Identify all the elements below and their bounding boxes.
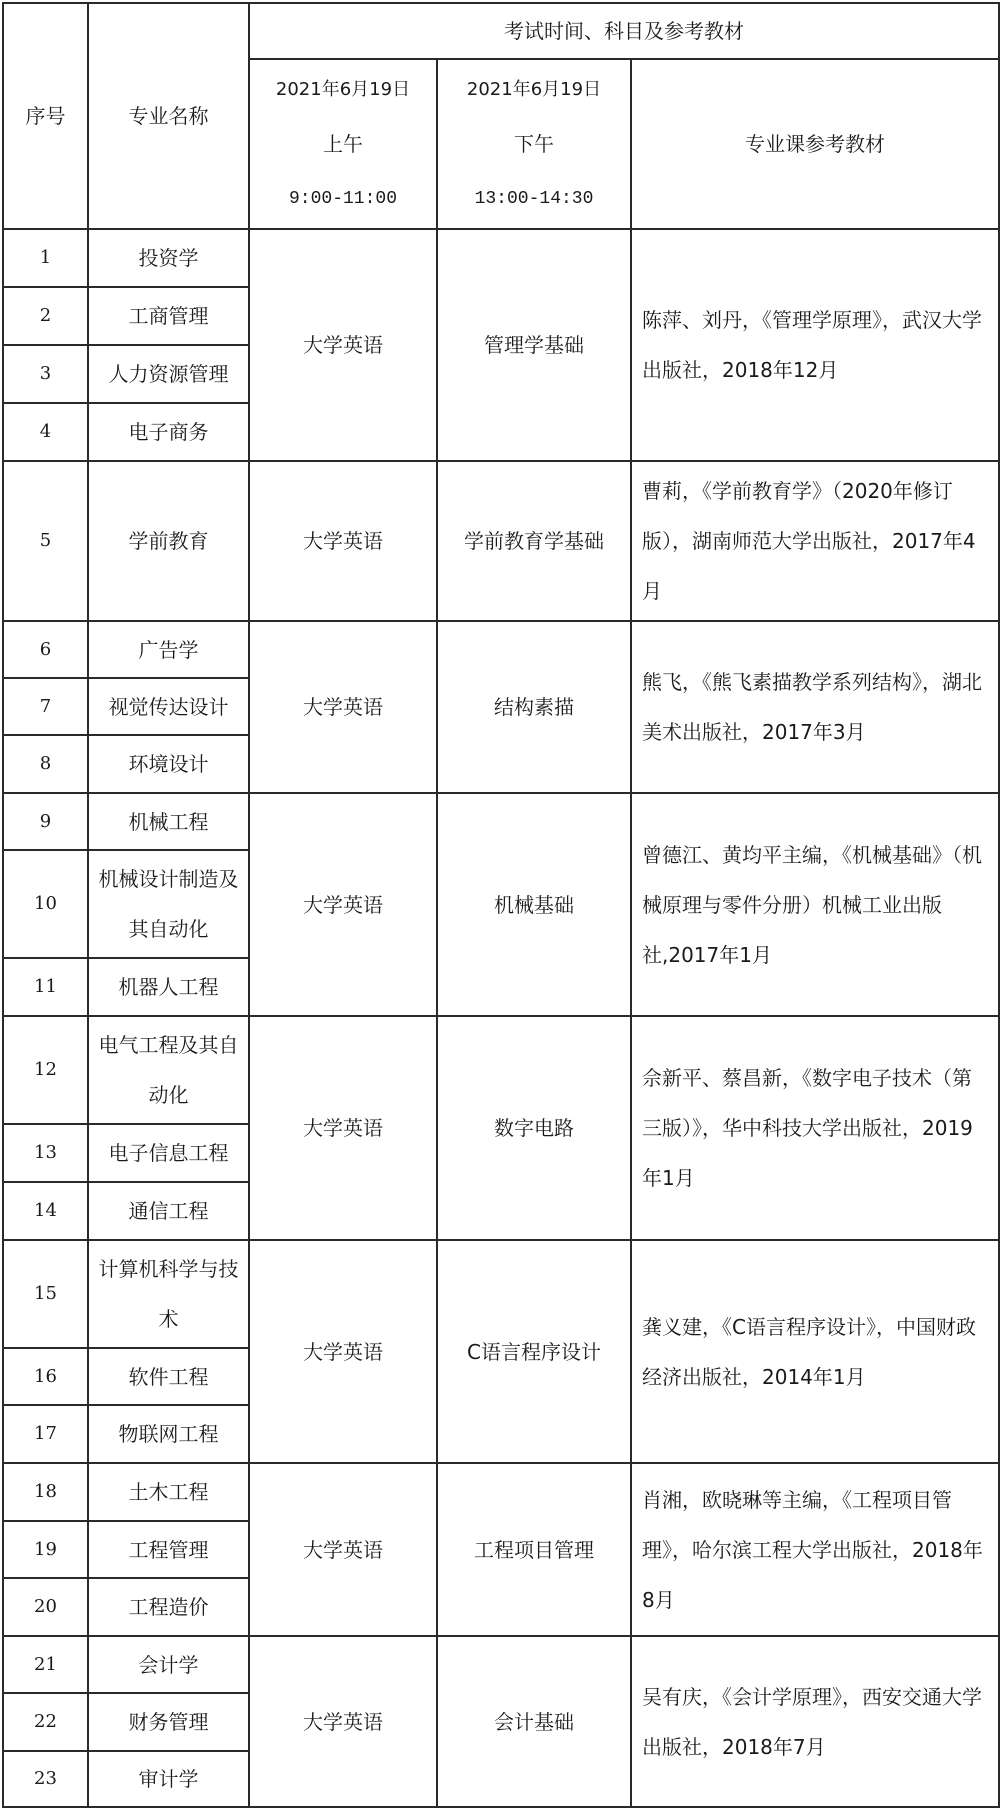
- row-index: 4: [3, 403, 88, 461]
- row-index: 3: [3, 345, 88, 403]
- major-name: 财务管理: [88, 1693, 249, 1751]
- major-name: 审计学: [88, 1751, 249, 1807]
- morning-subject: 大学英语: [249, 229, 437, 461]
- header-major-name: 专业名称: [88, 3, 249, 229]
- textbook: 曾德江、黄均平主编，《机械基础》（机械原理与零件分册）机械工业出版社,2017年1月: [631, 793, 999, 1016]
- major-name: 机械工程: [88, 793, 249, 850]
- major-name: 广告学: [88, 621, 249, 678]
- row-index: 14: [3, 1182, 88, 1240]
- morning-subject: 大学英语: [249, 1240, 437, 1463]
- row-index: 18: [3, 1463, 88, 1521]
- major-name: 工商管理: [88, 287, 249, 345]
- major-name: 投资学: [88, 229, 249, 287]
- row-index: 8: [3, 735, 88, 793]
- row-index: 17: [3, 1405, 88, 1463]
- row-index: 11: [3, 958, 88, 1016]
- major-name: 电子商务: [88, 403, 249, 461]
- row-index: 22: [3, 1693, 88, 1751]
- header-textbook: 专业课参考教材: [631, 59, 999, 229]
- row-index: 1: [3, 229, 88, 287]
- textbook: 吴有庆，《会计学原理》，西安交通大学出版社，2018年7月: [631, 1636, 999, 1807]
- table-row: [3, 621, 999, 678]
- morning-time: 9:00-11:00: [288, 188, 398, 209]
- major-name: 电子信息工程: [88, 1124, 249, 1182]
- row-index: 21: [3, 1636, 88, 1693]
- major-name: 机器人工程: [88, 958, 249, 1016]
- row-index: 15: [3, 1240, 88, 1348]
- header-exam-group: 考试时间、科目及参考教材: [249, 3, 999, 59]
- row-index: 7: [3, 678, 88, 735]
- table-row: [3, 793, 999, 850]
- major-name: 计算机科学与技术: [88, 1240, 249, 1348]
- textbook: 曹莉，《学前教育学》（2020年修订版），湖南师范大学出版社，2017年4月: [631, 461, 999, 621]
- afternoon-period: 下午: [514, 131, 554, 156]
- major-name: 视觉传达设计: [88, 678, 249, 735]
- afternoon-subject: C语言程序设计: [437, 1240, 631, 1463]
- row-index: 16: [3, 1348, 88, 1405]
- major-name: 学前教育: [88, 461, 249, 621]
- morning-period: 上午: [323, 131, 363, 156]
- table-row: [3, 461, 999, 621]
- major-name: 工程管理: [88, 1521, 249, 1578]
- morning-date: 2021年6月19日: [275, 78, 411, 100]
- header-afternoon: [437, 59, 631, 229]
- row-index: 9: [3, 793, 88, 850]
- row-index: 6: [3, 621, 88, 678]
- table-row: [3, 1463, 999, 1521]
- row-index: 19: [3, 1521, 88, 1578]
- row-index: 13: [3, 1124, 88, 1182]
- row-index: 12: [3, 1016, 88, 1124]
- major-name: 通信工程: [88, 1182, 249, 1240]
- textbook: 陈萍、刘丹，《管理学原理》，武汉大学出版社，2018年12月: [631, 229, 999, 461]
- textbook: 熊飞，《熊飞素描教学系列结构》，湖北美术出版社，2017年3月: [631, 621, 999, 793]
- afternoon-subject: 学前教育学基础: [437, 461, 631, 621]
- afternoon-subject: 管理学基础: [437, 229, 631, 461]
- table-row: [3, 1240, 999, 1348]
- afternoon-time: 13:00-14:30: [474, 188, 594, 209]
- major-name: 机械设计制造及其自动化: [88, 850, 249, 958]
- major-name: 电气工程及其自动化: [88, 1016, 249, 1124]
- row-index: 20: [3, 1578, 88, 1636]
- morning-subject: 大学英语: [249, 1636, 437, 1807]
- morning-subject: 大学英语: [249, 1016, 437, 1240]
- table-row: [3, 1636, 999, 1693]
- header-index: 序号: [3, 3, 88, 229]
- major-name: 环境设计: [88, 735, 249, 793]
- afternoon-date: 2021年6月19日: [466, 78, 602, 100]
- afternoon-subject: 机械基础: [437, 793, 631, 1016]
- exam-schedule-table: [2, 2, 1000, 1808]
- header-morning: [249, 59, 437, 229]
- textbook: 肖湘，欧晓琳等主编，《工程项目管理》，哈尔滨工程大学出版社，2018年8月: [631, 1463, 999, 1636]
- afternoon-subject: 数字电路: [437, 1016, 631, 1240]
- afternoon-subject: 工程项目管理: [437, 1463, 631, 1636]
- major-name: 软件工程: [88, 1348, 249, 1405]
- table-row: [3, 229, 999, 287]
- row-index: 2: [3, 287, 88, 345]
- row-index: 10: [3, 850, 88, 958]
- morning-subject: 大学英语: [249, 461, 437, 621]
- row-index: 5: [3, 461, 88, 621]
- major-name: 会计学: [88, 1636, 249, 1693]
- major-name: 工程造价: [88, 1578, 249, 1636]
- afternoon-subject: 结构素描: [437, 621, 631, 793]
- afternoon-subject: 会计基础: [437, 1636, 631, 1807]
- major-name: 物联网工程: [88, 1405, 249, 1463]
- morning-subject: 大学英语: [249, 793, 437, 1016]
- major-name: 土木工程: [88, 1463, 249, 1521]
- textbook: 佘新平、蔡昌新，《数字电子技术（第三版）》，华中科技大学出版社，2019年1月: [631, 1016, 999, 1240]
- morning-subject: 大学英语: [249, 621, 437, 793]
- major-name: 人力资源管理: [88, 345, 249, 403]
- row-index: 23: [3, 1751, 88, 1807]
- table-row: [3, 1016, 999, 1124]
- morning-subject: 大学英语: [249, 1463, 437, 1636]
- textbook: 龚义建，《C语言程序设计》，中国财政经济出版社，2014年1月: [631, 1240, 999, 1463]
